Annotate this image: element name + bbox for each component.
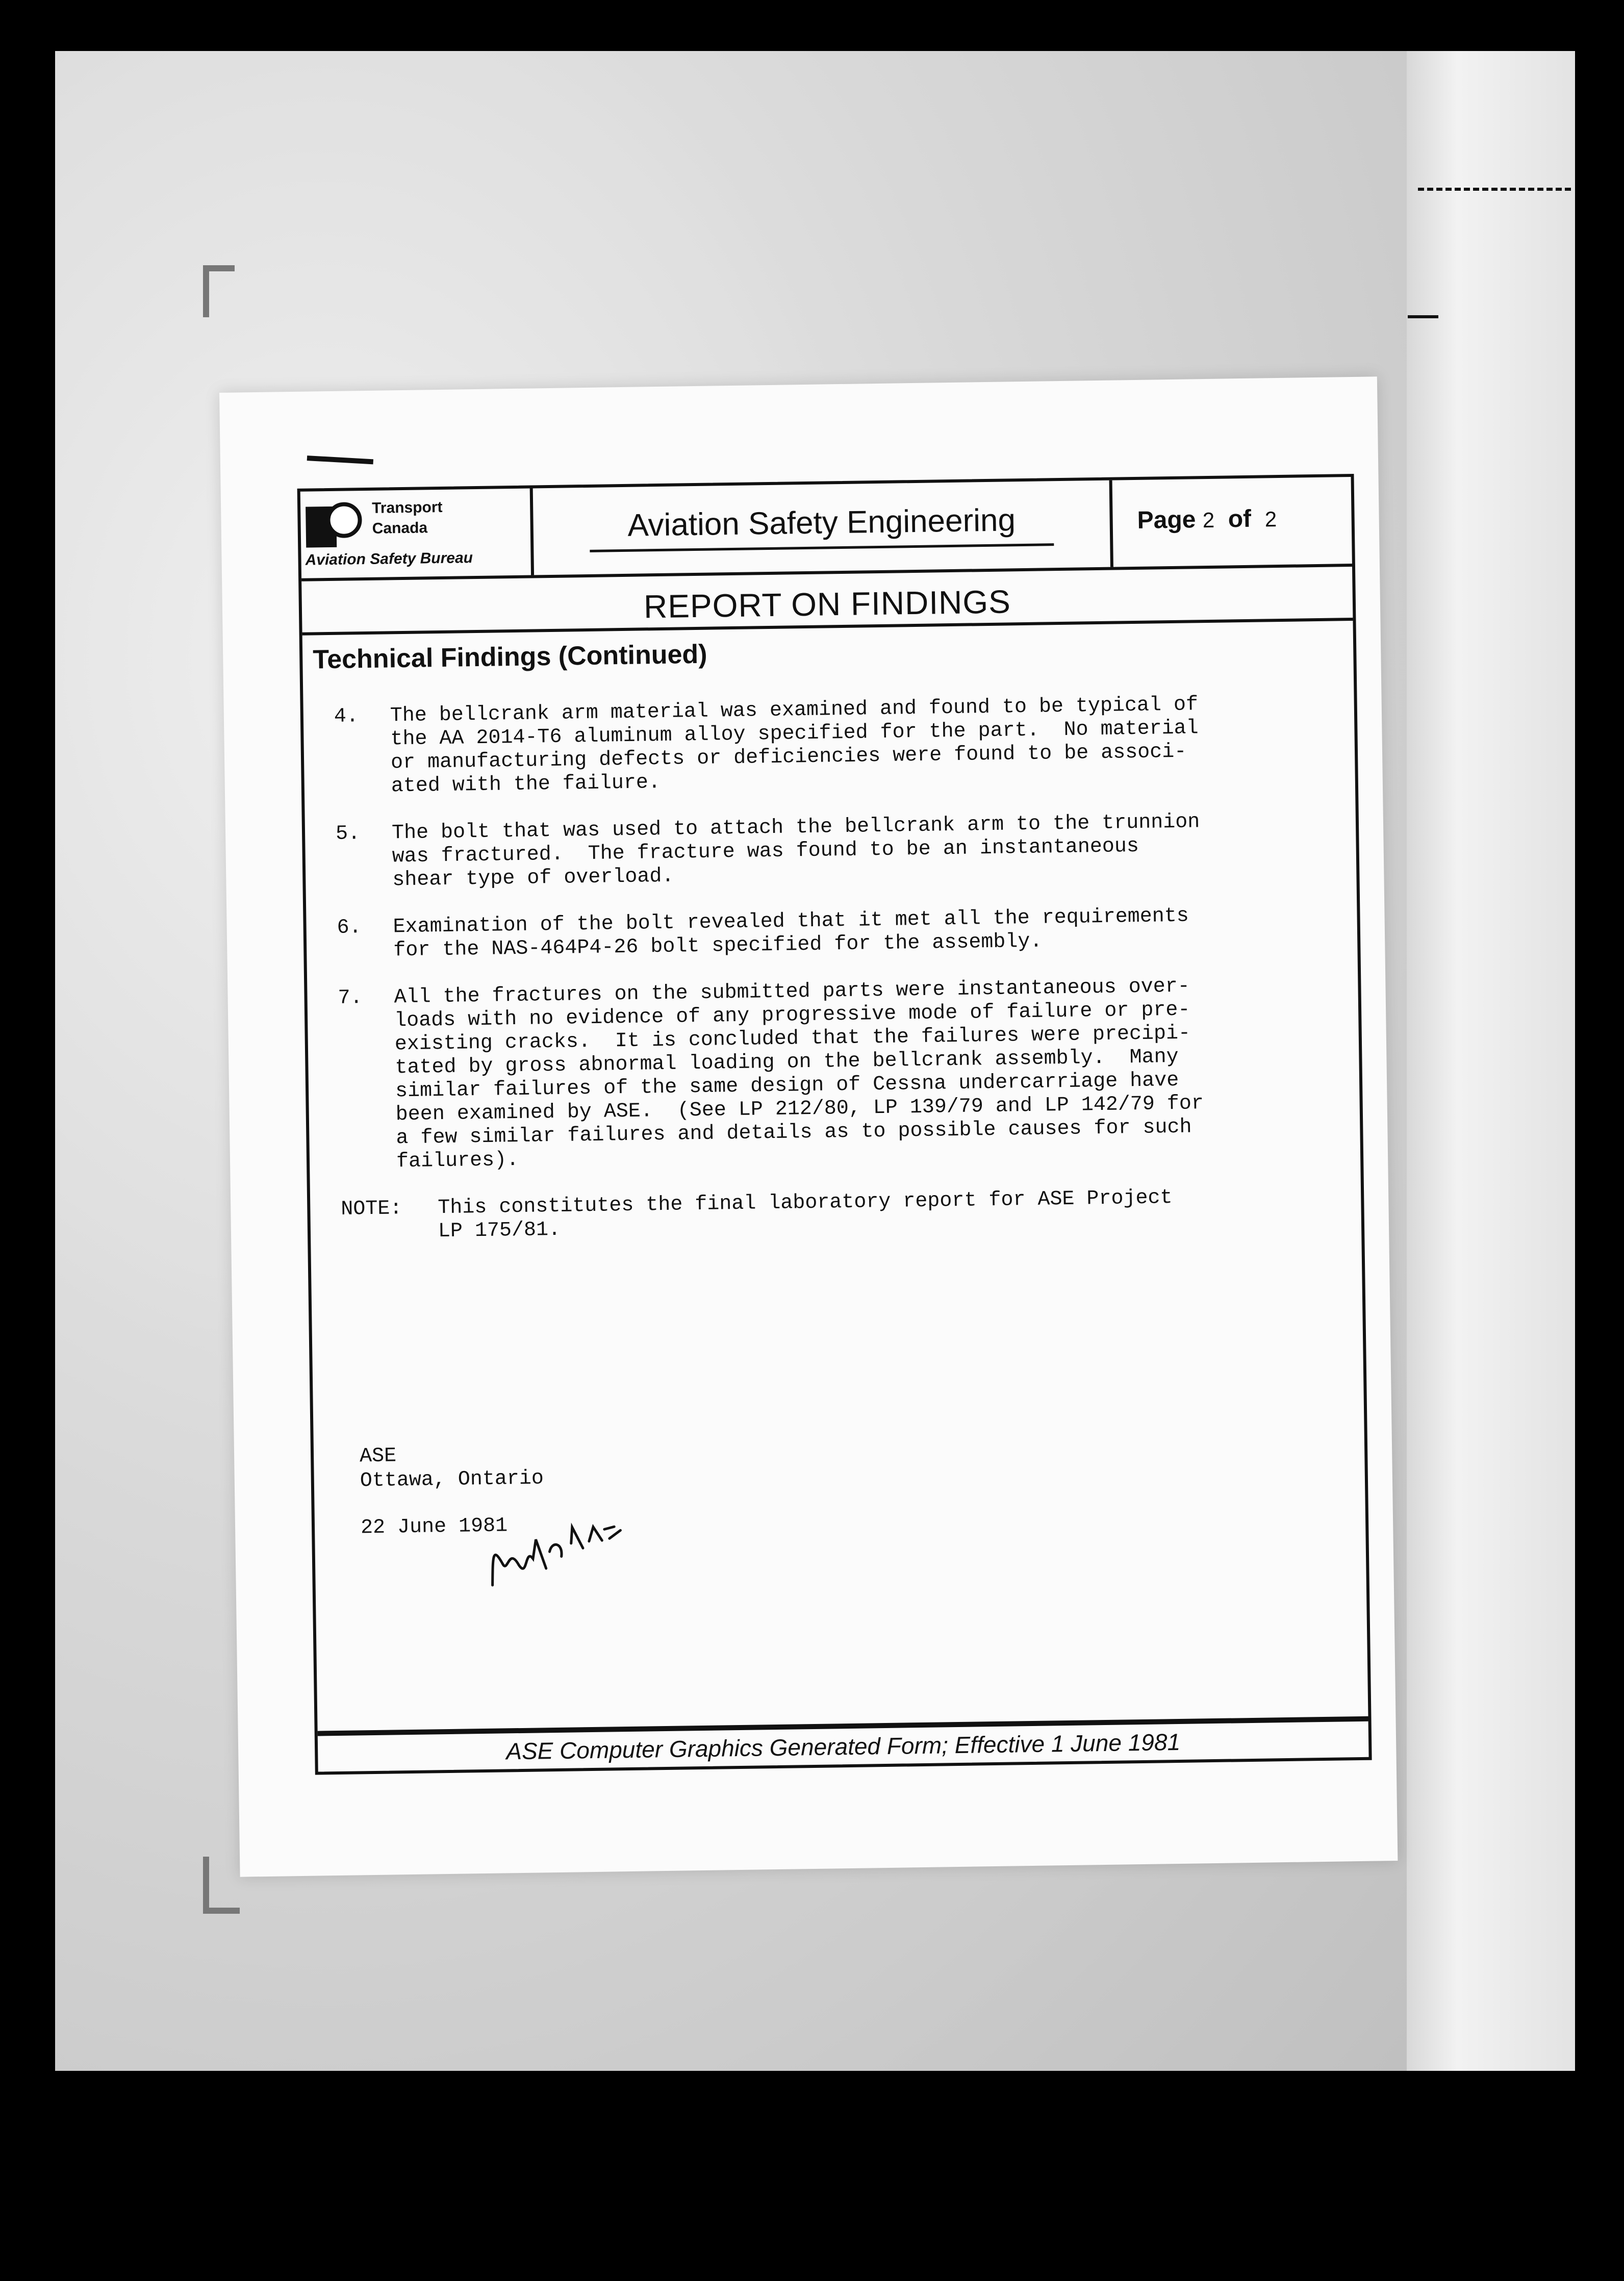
finding-text: Examination of the bolt revealed that it met all the requirements for the NAS-464P4-26 bolt specified for the assembly.: [393, 904, 1189, 962]
note-block: [341, 1184, 1310, 1245]
crop-mark-top-left: [203, 265, 235, 317]
title-cell: [533, 480, 1113, 575]
globe-logo-icon: [326, 502, 362, 538]
page-label: Page: [1137, 506, 1196, 534]
page-cell: [1116, 477, 1352, 567]
finding-text: The bellcrank arm material was examined and found to be typical of the AA 2014-T6 aluminum alloy specified for the part. No material or manufacturing defects or deficiencies were found to be associ- ated with the failure.: [390, 693, 1199, 798]
title-underline: [590, 543, 1054, 552]
org-name-line1: Transport: [371, 498, 443, 517]
signoff-date: 22 June 1981: [360, 1514, 508, 1540]
page-current: 2: [1202, 508, 1215, 533]
edge-dashed-line: [1418, 188, 1571, 191]
logo-cell: [300, 488, 534, 578]
findings-body: [334, 692, 1311, 1245]
edge-arrow-mark: [1408, 315, 1438, 318]
report-title: REPORT ON FINDINGS: [643, 583, 1011, 625]
note-label: NOTE:: [341, 1197, 402, 1221]
page-total: 2: [1264, 507, 1277, 531]
footer-text: ASE Computer Graphics Generated Form; Effective 1 June 1981: [505, 1728, 1181, 1765]
signoff-location: Ottawa, Ontario: [360, 1467, 544, 1493]
page-indicator: [1137, 504, 1277, 535]
report-sheet: [219, 376, 1398, 1877]
finding-item: [336, 809, 1306, 893]
finding-item: [338, 973, 1309, 1174]
org-name-line2: Canada: [372, 519, 428, 537]
finding-text: All the fractures on the submitted parts were instantaneous over- loads with no evidence of any progressive mode of failure or pre- existing cracks. It is concluded that the failures were precipi- tated by gross abnormal loading on the bellcrank assembly. Many similar failures of the same design of Cessna undercarriage have been examined by ASE. (See LP 212/80, LP 139/79 and LP 142/79 for a few similar failures and details as to possible causes for such failures).: [394, 975, 1204, 1174]
finding-item: [334, 692, 1304, 799]
finding-text: The bolt that was used to attach the bellcrank arm to the trunnion was fractured. The fracture was found to be an instantaneous shear type of overload.: [391, 810, 1200, 892]
finding-number: 4.: [334, 705, 359, 728]
finding-number: 6.: [337, 916, 362, 940]
signoff-org: ASE: [359, 1444, 397, 1468]
page-of: of: [1228, 505, 1252, 533]
form-footer: [318, 1716, 1369, 1772]
section-title: Technical Findings (Continued): [312, 639, 707, 675]
report-form: [297, 474, 1372, 1775]
finding-number: 5.: [335, 822, 361, 846]
finding-number: 7.: [338, 986, 363, 1010]
note-text: This constitutes the final laboratory report for ASE Project LP 175/81.: [438, 1186, 1173, 1244]
form-title: Aviation Safety Engineering: [627, 502, 1016, 543]
signoff-block: [360, 1442, 545, 1540]
pen-mark: [307, 455, 373, 464]
backing-edge-strip: [1407, 51, 1575, 2071]
crop-mark-bottom-left: [203, 1857, 240, 1914]
form-header: [300, 477, 1352, 581]
finding-item: [337, 903, 1306, 964]
org-name-line3: Aviation Safety Bureau: [305, 549, 473, 569]
